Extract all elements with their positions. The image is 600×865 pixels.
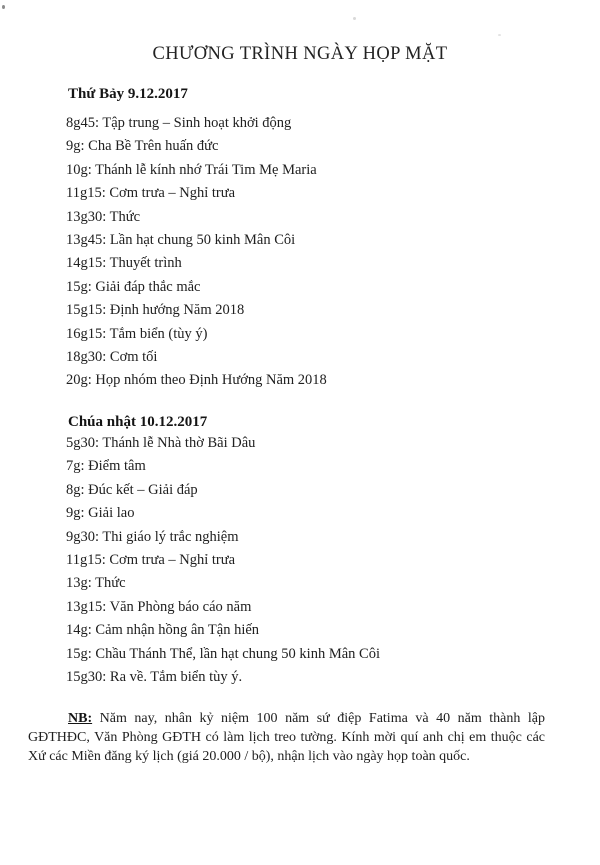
scan-speck	[353, 17, 356, 20]
section-heading-saturday: Thứ Bảy 9.12.2017	[68, 86, 188, 102]
schedule-list-saturday	[66, 112, 600, 393]
scan-speck	[2, 5, 5, 9]
nota-bene-label: NB:	[68, 711, 93, 727]
schedule-item: 15g: Giải đáp thắc mắc	[66, 278, 201, 295]
schedule-list-sunday	[66, 432, 600, 689]
schedule-item: 13g45: Lần hạt chung 50 kinh Mân Côi	[66, 232, 296, 249]
schedule-item: 5g30: Thánh lễ Nhà thờ Bãi Dâu	[66, 434, 256, 451]
schedule-item: 13g15: Văn Phòng báo cáo năm	[66, 598, 252, 615]
schedule-item: 15g: Chầu Thánh Thể, lần hạt chung 50 kinh Mân Côi	[66, 645, 380, 662]
schedule-item: 11g15: Cơm trưa – Nghỉ trưa	[66, 185, 236, 202]
page-title: CHƯƠNG TRÌNH NGÀY HỌP MẶT	[152, 44, 448, 64]
schedule-item: 7g: Điểm tâm	[66, 458, 146, 475]
schedule-item: 9g: Giải lao	[66, 505, 135, 522]
schedule-item: 10g: Thánh lễ kính nhớ Trái Tim Mẹ Maria	[66, 161, 317, 178]
schedule-item: 8g45: Tập trung – Sinh hoạt khởi động	[66, 115, 292, 131]
scan-speck	[498, 34, 501, 36]
nota-bene-text: Năm nay, nhân kỷ niệm 100 năm sứ điệp Fatima và 40 năm thành lập GĐTHĐC, Văn Phòng GĐTH có làm lịch treo tường. Kính mời quí anh chị em thuộc các Xứ các Miền đăng ký lịch (giá 20.000 / bộ), nhận lịch vào ngày họp toàn quốc.	[28, 711, 545, 765]
schedule-item: 9g: Cha Bề Trên huấn đức	[66, 138, 219, 155]
schedule-item: 14g15: Thuyết trình	[66, 255, 182, 272]
section-heading-sunday: Chúa nhật 10.12.2017	[68, 413, 208, 430]
schedule-item: 13g: Thức	[66, 575, 126, 592]
schedule-item: 14g: Cảm nhận hồng ân Tận hiến	[66, 622, 260, 639]
schedule-item: 20g: Họp nhóm theo Định Hướng Năm 2018	[66, 372, 327, 389]
nota-bene-paragraph	[28, 709, 545, 766]
schedule-item: 13g30: Thức	[66, 208, 141, 225]
schedule-item: 9g30: Thi giáo lý trắc nghiệm	[66, 528, 239, 545]
schedule-item: 8g: Đúc kết – Giải đáp	[66, 481, 198, 498]
schedule-item: 18g30: Cơm tối	[66, 349, 158, 366]
schedule-item: 15g15: Định hướng Năm 2018	[66, 302, 245, 319]
schedule-item: 16g15: Tắm biển (tùy ý)	[66, 325, 208, 342]
schedule-item: 15g30: Ra về. Tắm biển tùy ý.	[66, 668, 243, 685]
schedule-item: 11g15: Cơm trưa – Nghỉ trưa	[66, 551, 236, 568]
